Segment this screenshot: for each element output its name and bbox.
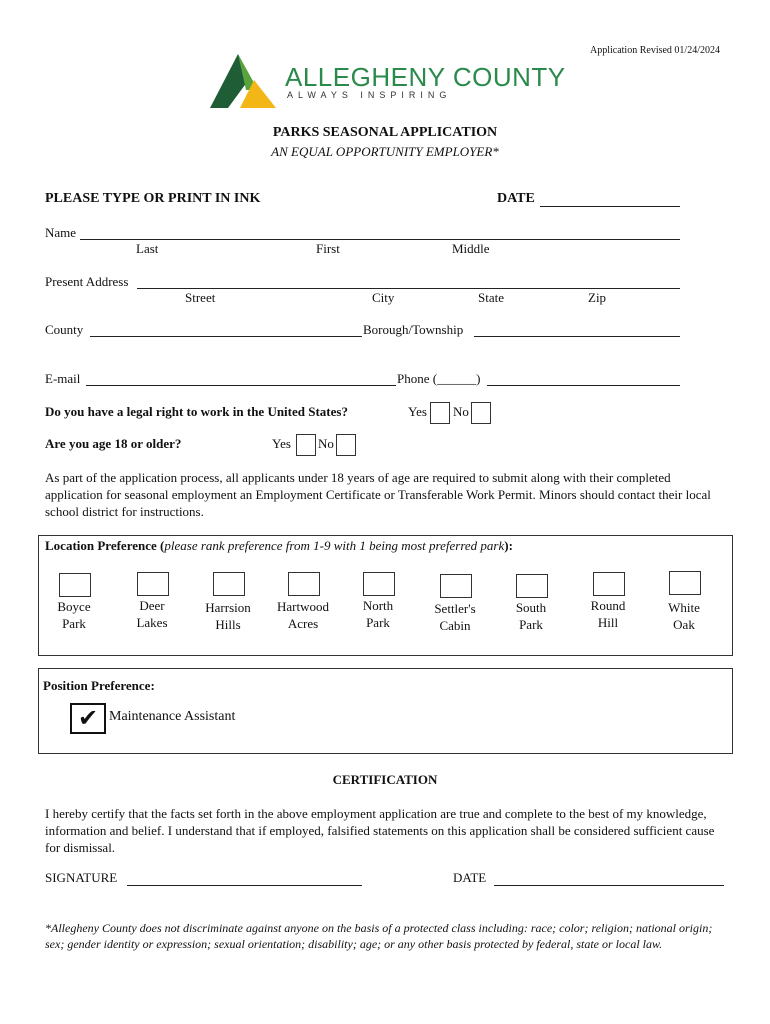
legal-yes-checkbox[interactable] <box>430 402 450 424</box>
certification-date-field[interactable] <box>494 885 724 886</box>
name-first-label: First <box>316 241 340 256</box>
address-city-label: City <box>372 290 395 305</box>
location-hint: please rank preference from 1-9 with 1 being most preferred park <box>164 538 505 553</box>
park-name-line2: Acres <box>287 616 319 631</box>
borough-field[interactable] <box>474 336 680 337</box>
address-label: Present Address <box>45 274 129 289</box>
park-name-line1: Settler's <box>434 601 476 616</box>
signature-label: SIGNATURE <box>45 870 118 885</box>
legal-no-checkbox[interactable] <box>471 402 491 424</box>
date-field[interactable] <box>540 206 680 207</box>
park-name <box>193 599 263 633</box>
revision-date: Application Revised 01/24/2024 <box>590 45 720 56</box>
park-name-line1: Boyce <box>57 599 91 614</box>
park-rank-box[interactable] <box>213 572 245 596</box>
legal-right-question: Do you have a legal right to work in the United States? <box>45 404 348 419</box>
certification-date-label: DATE <box>453 870 487 885</box>
park-name-line1: North <box>362 598 394 613</box>
logo-tagline: ALWAYS INSPIRING <box>287 90 452 100</box>
county-label: County <box>45 322 84 337</box>
park-name-line2: Park <box>62 616 86 631</box>
name-last-label: Last <box>136 241 159 256</box>
park-name-line1: Deer <box>139 598 165 613</box>
county-logo-icon <box>210 50 280 110</box>
park-name <box>117 597 187 631</box>
park-rank-box[interactable] <box>137 572 169 596</box>
name-middle-label: Middle <box>452 241 490 256</box>
address-street-label: Street <box>185 290 216 305</box>
county-field[interactable] <box>90 336 362 337</box>
instruction-text: PLEASE TYPE OR PRINT IN INK <box>45 191 261 206</box>
park-name <box>268 598 338 632</box>
address-field[interactable] <box>137 288 680 289</box>
date-label: DATE <box>497 191 535 206</box>
signature-field[interactable] <box>127 885 362 886</box>
legal-yes-label: Yes <box>408 404 427 419</box>
park-rank-box[interactable] <box>59 573 91 597</box>
position-preference-label: Position Preference: <box>43 678 155 693</box>
address-state-label: State <box>478 290 504 305</box>
park-name-line1: Round <box>590 598 626 613</box>
park-rank-box[interactable] <box>440 574 472 598</box>
park-name-line2: Hills <box>215 617 241 632</box>
footnote: *Allegheny County does not discriminate against anyone on the basis of a protected class including: race; color; religion; national origin; sex; gender identity or expression; sexual orientation; disability; age; or any other basis protected by federal, state or local law. <box>45 921 713 951</box>
minor-note: As part of the application process, all applicants under 18 years of age are required to submit along with their completed application for seasonal employment an Employment Certificate or Transferable Work Permit. Minors should contact their local school district for instructions. <box>45 470 711 519</box>
park-rank-box[interactable] <box>669 571 701 595</box>
email-field[interactable] <box>86 385 396 386</box>
maintenance-assistant-checkbox[interactable]: ✔ <box>70 703 106 734</box>
park-name <box>573 597 643 631</box>
phone-field[interactable] <box>487 385 680 386</box>
phone-label: Phone (______) <box>397 371 481 386</box>
logo-text: ALLEGHENY COUNTY <box>285 62 566 92</box>
certification-text: I hereby certify that the facts set forth in the above employment application are true and complete to the best of my knowledge, information and belief. I understand that if employed, falsified statements on this application shall be considered sufficient cause for dismissal. <box>45 806 715 855</box>
park-name <box>420 600 490 634</box>
park-rank-box[interactable] <box>593 572 625 596</box>
park-rank-box[interactable] <box>516 574 548 598</box>
park-name <box>39 598 109 632</box>
park-name-line2: Lakes <box>136 615 168 630</box>
borough-label: Borough/Township <box>363 322 464 337</box>
park-name <box>496 599 566 633</box>
park-rank-box[interactable] <box>363 572 395 596</box>
park-name-line2: Cabin <box>439 618 471 633</box>
park-name-line1: White <box>668 600 700 615</box>
park-name-line2: Oak <box>673 617 695 632</box>
age-no-checkbox[interactable] <box>336 434 356 456</box>
name-field[interactable] <box>80 239 680 240</box>
legal-no-label: No <box>453 404 469 419</box>
park-rank-box[interactable] <box>288 572 320 596</box>
park-name <box>343 597 413 631</box>
name-label: Name <box>45 225 77 240</box>
certification-title: CERTIFICATION <box>332 772 438 787</box>
page-subtitle: AN EQUAL OPPORTUNITY EMPLOYER* <box>271 144 499 159</box>
page-title: PARKS SEASONAL APPLICATION <box>272 125 498 140</box>
age-no-label: No <box>318 436 334 451</box>
park-name-line2: Park <box>366 615 390 630</box>
age-question: Are you age 18 or older? <box>45 436 182 451</box>
age-yes-label: Yes <box>272 436 291 451</box>
park-name-line1: Harrsion <box>205 600 251 615</box>
address-zip-label: Zip <box>588 290 607 305</box>
park-name-line2: Park <box>519 617 543 632</box>
park-name <box>649 599 719 633</box>
maintenance-assistant-label: Maintenance Assistant <box>109 709 236 724</box>
park-name-line1: Hartwood <box>277 599 329 614</box>
age-yes-checkbox[interactable] <box>296 434 316 456</box>
location-preference-heading: Location Preference (please rank preference from 1-9 with 1 being most preferred park): <box>45 538 513 553</box>
location-label: Location Preference <box>45 538 157 553</box>
park-name-line1: South <box>515 600 547 615</box>
email-label: E-mail <box>45 371 81 386</box>
park-name-line2: Hill <box>597 615 619 630</box>
